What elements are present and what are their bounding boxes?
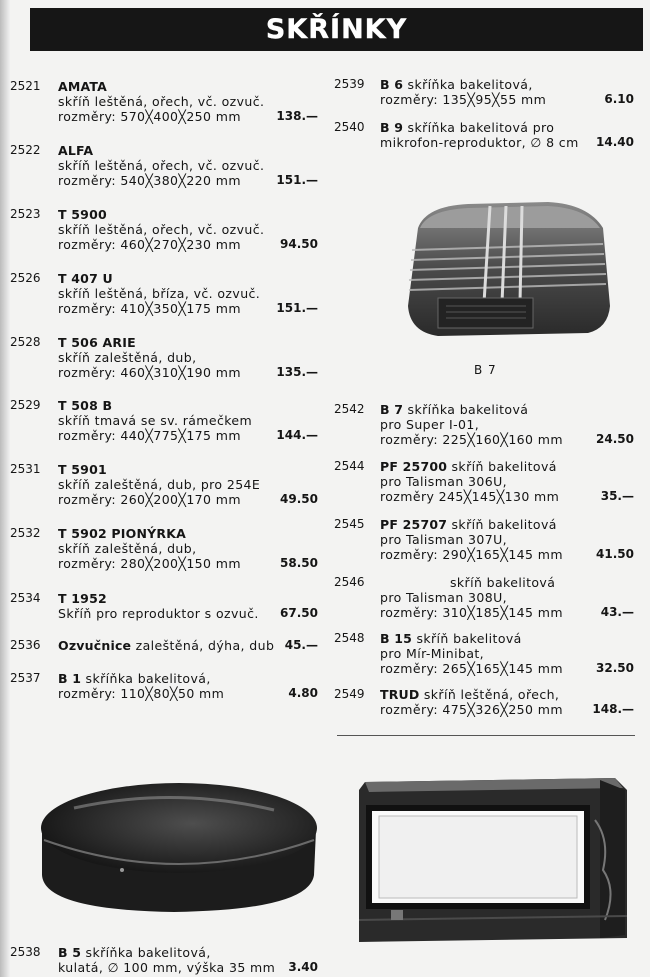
item-headline xyxy=(58,143,264,158)
item-price: 58.50 xyxy=(280,556,318,570)
item-detail-line: skříň leštěná, ořech, vč. ozvuč. xyxy=(58,158,265,173)
item-description xyxy=(380,687,563,717)
item-description xyxy=(58,398,252,443)
item-number: 2526 xyxy=(10,271,41,285)
item-headline-text: skříňka bakelitová, xyxy=(81,945,211,960)
item-price: 41.50 xyxy=(596,547,634,561)
item-number: 2528 xyxy=(10,335,41,349)
item-detail-line: rozměry: 410╳350╳175 mm xyxy=(58,301,241,316)
item-number: 2542 xyxy=(334,402,365,416)
b7-caption: B 7 xyxy=(474,363,497,377)
item-model: B 15 xyxy=(380,631,413,646)
item-number: 2546 xyxy=(334,575,365,589)
item-detail-line: rozměry: 135╳95╳55 mm xyxy=(380,92,547,107)
section-banner xyxy=(30,8,643,51)
item-description xyxy=(58,335,241,380)
item-description xyxy=(58,462,260,507)
item-description xyxy=(380,402,563,447)
item-number: 2537 xyxy=(10,671,41,685)
item-description xyxy=(58,526,241,571)
item-headline-text: skříňka bakelitová, xyxy=(403,77,533,92)
item-description xyxy=(380,459,559,504)
trud-cabinet-photo xyxy=(355,770,632,945)
item-headline-text: zaleštěná, dýha, dub xyxy=(131,638,275,653)
item-headline-text: skříňka bakelitová, xyxy=(81,671,211,686)
item-headline-text: skříňka bakelitová pro xyxy=(403,120,555,135)
item-detail-line: skříň zaleštěná, dub, xyxy=(58,350,197,365)
item-number: 2529 xyxy=(10,398,41,412)
item-number: 2538 xyxy=(10,945,41,959)
item-headline xyxy=(380,575,563,590)
item-headline xyxy=(380,631,563,646)
item-headline xyxy=(58,638,274,653)
item-headline xyxy=(58,462,260,477)
item-headline xyxy=(58,591,259,606)
item-model: B 7 xyxy=(380,402,404,417)
item-number: 2544 xyxy=(334,459,365,473)
item-price: 35.— xyxy=(600,489,634,503)
item-number: 2521 xyxy=(10,79,41,93)
item-headline xyxy=(58,271,260,286)
item-headline xyxy=(380,120,579,135)
item-detail-line: skříň zaleštěná, dub, xyxy=(58,541,197,556)
item-price: 4.80 xyxy=(288,686,318,700)
item-headline-text: skříň bakelitová xyxy=(450,575,556,590)
item-price: 6.10 xyxy=(604,92,634,106)
item-number: 2548 xyxy=(334,631,365,645)
page-gutter-shadow xyxy=(0,0,10,977)
item-model: B 9 xyxy=(380,120,404,135)
item-description xyxy=(58,945,275,975)
item-price: 144.— xyxy=(276,428,318,442)
item-detail-line: skříň leštěná, ořech, vč. ozvuč. xyxy=(58,94,265,109)
item-model: B 1 xyxy=(58,671,82,686)
item-description xyxy=(58,671,224,701)
item-number: 2532 xyxy=(10,526,41,540)
item-headline xyxy=(380,687,563,702)
item-detail-line: skříň tmavá se sv. rámečkem xyxy=(58,413,253,428)
item-price: 151.— xyxy=(276,301,318,315)
item-detail-line: kulatá, ∅ 100 mm, výška 35 mm xyxy=(58,960,276,975)
b7-cabinet-photo xyxy=(398,198,613,340)
item-number: 2522 xyxy=(10,143,41,157)
item-detail-line: Skříň pro reproduktor s ozvuč. xyxy=(58,606,259,621)
item-headline xyxy=(58,207,264,222)
item-price: 43.— xyxy=(600,605,634,619)
item-headline xyxy=(380,402,563,417)
item-headline xyxy=(380,77,546,92)
item-model: T 5902 PIONÝRKA xyxy=(58,526,186,541)
item-detail-line: rozměry: 540╳380╳220 mm xyxy=(58,173,241,188)
item-headline xyxy=(380,459,559,474)
item-headline-text: skříň leštěná, ořech, xyxy=(419,687,560,702)
item-headline-text: skříň bakelitová xyxy=(412,631,522,646)
item-detail-line: rozměry: 460╳270╳230 mm xyxy=(58,237,241,252)
column-divider xyxy=(337,735,635,736)
item-price: 49.50 xyxy=(280,492,318,506)
item-description xyxy=(58,591,259,621)
item-detail-line: skříň leštěná, ořech, vč. ozvuč. xyxy=(58,222,265,237)
item-headline xyxy=(58,79,264,94)
item-model: T 506 ARIE xyxy=(58,335,136,350)
item-detail-line: rozměry: 460╳310╳190 mm xyxy=(58,365,241,380)
item-price: 135.— xyxy=(276,365,318,379)
item-detail-line: pro Mír-Minibat, xyxy=(380,646,485,661)
item-model: T 508 B xyxy=(58,398,113,413)
item-description xyxy=(380,517,563,562)
item-model: T 407 U xyxy=(58,271,113,286)
item-detail-line: rozměry: 570╳400╳250 mm xyxy=(58,109,241,124)
section-title: SKŘÍNKY xyxy=(265,14,408,45)
item-headline-text: skříňka bakelitová xyxy=(403,402,529,417)
item-detail-line: rozměry: 265╳165╳145 mm xyxy=(380,661,563,676)
item-price: 45.— xyxy=(284,638,318,652)
item-description xyxy=(380,631,563,676)
item-number: 2536 xyxy=(10,638,41,652)
item-headline xyxy=(58,671,224,686)
item-detail-line: rozměry: 475╳326╳250 mm xyxy=(380,702,563,717)
item-description xyxy=(58,271,260,316)
item-model: T 5901 xyxy=(58,462,107,477)
item-description xyxy=(380,120,579,150)
item-model: ALFA xyxy=(58,143,94,158)
item-number: 2539 xyxy=(334,77,365,91)
item-headline xyxy=(58,398,252,413)
item-model: Ozvučnice xyxy=(58,638,132,653)
item-description xyxy=(380,77,546,107)
item-model: PF 25707 xyxy=(380,517,448,532)
item-detail-line: rozměry: 280╳200╳150 mm xyxy=(58,556,241,571)
item-detail-line: pro Talisman 308U, xyxy=(380,590,508,605)
item-detail-line: rozměry: 290╳165╳145 mm xyxy=(380,547,563,562)
item-model: B 5 xyxy=(58,945,82,960)
item-price: 14.40 xyxy=(596,135,634,149)
item-model: TRUD xyxy=(380,687,420,702)
item-detail-line: mikrofon-reproduktor, ∅ 8 cm xyxy=(380,135,579,150)
item-price: 151.— xyxy=(276,173,318,187)
item-price: 67.50 xyxy=(280,606,318,620)
item-headline xyxy=(380,517,563,532)
item-number: 2545 xyxy=(334,517,365,531)
item-model: T 1952 xyxy=(58,591,107,606)
item-headline xyxy=(58,945,275,960)
item-headline xyxy=(58,335,241,350)
item-detail-line: skříň zaleštěná, dub, pro 254E xyxy=(58,477,261,492)
item-price: 94.50 xyxy=(280,237,318,251)
b5-round-cabinet-photo xyxy=(34,770,324,920)
item-number: 2531 xyxy=(10,462,41,476)
item-model: B 6 xyxy=(380,77,404,92)
item-headline-text: skříň bakelitová xyxy=(447,517,557,532)
item-detail-line: rozměry: 225╳160╳160 mm xyxy=(380,432,563,447)
item-price: 138.— xyxy=(276,109,318,123)
item-description xyxy=(58,638,274,653)
item-detail-line: rozměry: 110╳80╳50 mm xyxy=(58,686,225,701)
item-description xyxy=(58,143,264,188)
item-number: 2534 xyxy=(10,591,41,605)
item-number: 2523 xyxy=(10,207,41,221)
item-description xyxy=(380,575,563,620)
item-price: 24.50 xyxy=(596,432,634,446)
item-price: 32.50 xyxy=(596,661,634,675)
item-description xyxy=(58,207,264,252)
item-detail-line: rozměry: 440╳775╳175 mm xyxy=(58,428,241,443)
item-detail-line: rozměry: 310╳185╳145 mm xyxy=(380,605,563,620)
item-number: 2549 xyxy=(334,687,365,701)
item-description xyxy=(58,79,264,124)
item-detail-line: pro Talisman 306U, xyxy=(380,474,508,489)
item-detail-line: rozměry 245╳145╳130 mm xyxy=(380,489,560,504)
item-price: 3.40 xyxy=(288,960,318,974)
item-detail-line: pro Super I-01, xyxy=(380,417,480,432)
item-headline-text: skříň bakelitová xyxy=(447,459,557,474)
item-detail-line: rozměry: 260╳200╳170 mm xyxy=(58,492,241,507)
item-detail-line: pro Talisman 307U, xyxy=(380,532,508,547)
item-headline xyxy=(58,526,241,541)
item-model: T 5900 xyxy=(58,207,107,222)
item-model: AMATA xyxy=(58,79,108,94)
item-number: 2540 xyxy=(334,120,365,134)
item-model: PF 25700 xyxy=(380,459,448,474)
item-detail-line: skříň leštěná, bříza, vč. ozvuč. xyxy=(58,286,261,301)
item-price: 148.— xyxy=(592,702,634,716)
